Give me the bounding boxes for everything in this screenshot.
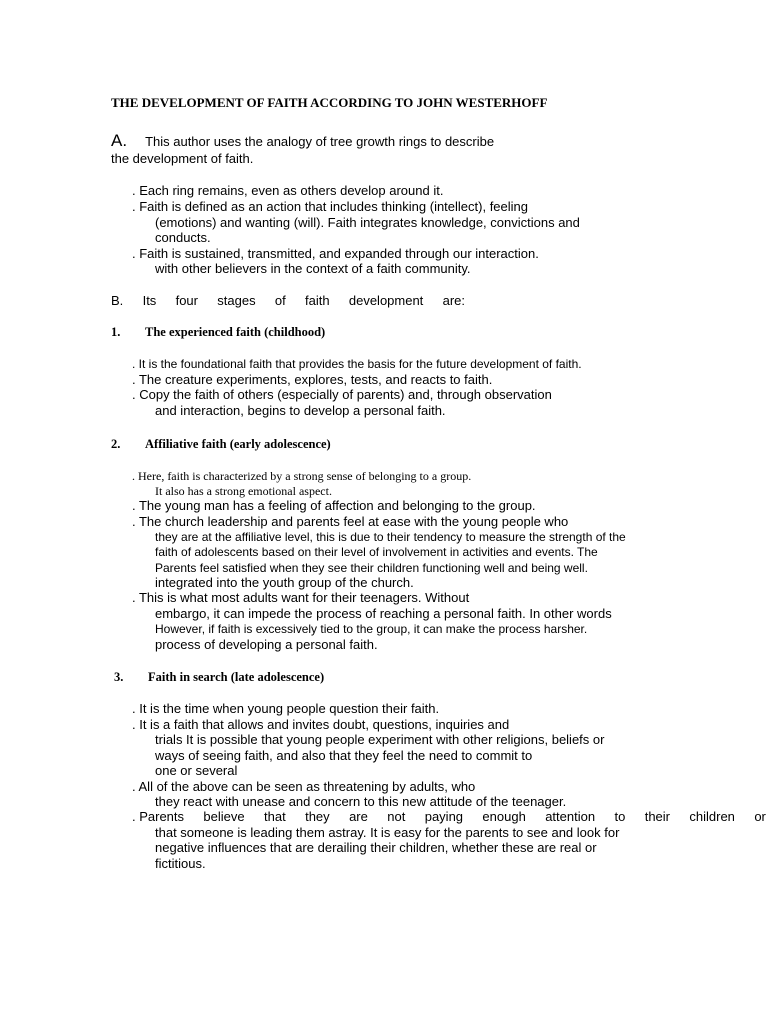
section-b-word: are: bbox=[442, 293, 465, 308]
section-a-intro-line bbox=[111, 133, 494, 150]
stage-3-line: . It is a faith that allows and invites doubt, questions, inquiries and bbox=[132, 717, 510, 732]
stage-3-justified-line bbox=[132, 809, 766, 825]
stage-1-line: . The creature experiments, explores, tests, and reacts to faith. bbox=[132, 372, 493, 387]
stage-1-line: . It is the foundational faith that provides the basis for the future development of faith. bbox=[132, 357, 582, 371]
stage-2-number: 2. bbox=[111, 437, 121, 451]
section-a-letter: A. bbox=[111, 131, 128, 150]
stage-3-word: not bbox=[387, 809, 406, 824]
stage-3-word: children bbox=[689, 809, 735, 824]
stage-2-line: . This is what most adults want for their teenagers. Without bbox=[132, 590, 470, 605]
section-a-bullet-3-cont: with other believers in the context of a faith community. bbox=[155, 261, 471, 276]
stage-1-heading: The experienced faith (childhood) bbox=[145, 325, 326, 339]
section-a-intro-cont: the development of faith. bbox=[111, 151, 254, 166]
stage-2-line: faith of adolescents based on their level of involvement in activities and events. The bbox=[155, 545, 598, 559]
stage-3-line: one or several bbox=[155, 763, 238, 778]
stage-2-line: However, if faith is excessively tied to the group, it can make the process harsher. bbox=[155, 622, 588, 636]
section-b-intro bbox=[111, 293, 465, 309]
section-a-bullet-3: . Faith is sustained, transmitted, and expanded through our interaction. bbox=[132, 246, 539, 261]
stage-3-word: that bbox=[264, 809, 286, 824]
stage-2-line: . The church leadership and parents feel at ease with the young people who bbox=[132, 514, 569, 529]
section-a-bullet-2-cont: (emotions) and wanting (will). Faith integrates knowledge, convictions and bbox=[155, 215, 580, 230]
stage-3-word: . Parents bbox=[132, 809, 185, 824]
section-b-word: stages bbox=[217, 293, 256, 308]
stage-3-line: . All of the above can be seen as threatening by adults, who bbox=[132, 779, 476, 794]
section-a-bullet-1: . Each ring remains, even as others develop around it. bbox=[132, 183, 444, 198]
stage-2-line: . The young man has a feeling of affection and belonging to the group. bbox=[132, 498, 536, 513]
document-title: THE DEVELOPMENT OF FAITH ACCORDING TO JOHN WESTERHOFF bbox=[111, 95, 548, 110]
stage-2-line: embargo, it can impede the process of reaching a personal faith. In other words bbox=[155, 606, 612, 621]
section-b-word: development bbox=[348, 293, 424, 308]
stage-2-line: . Here, faith is characterized by a strong sense of belonging to a group. bbox=[132, 469, 472, 483]
stage-3-word: to bbox=[614, 809, 626, 824]
stage-2-line: they are at the affiliative level, this is due to their tendency to measure the strength of the bbox=[155, 530, 626, 544]
stage-2-line: Parents feel satisfied when they see their children functioning well and being well. bbox=[155, 561, 588, 575]
stage-3-word: paying bbox=[424, 809, 464, 824]
stage-1-line: . Copy the faith of others (especially of parents) and, through observation bbox=[132, 387, 552, 402]
stage-2-line: integrated into the youth group of the church. bbox=[155, 575, 414, 590]
stage-3-word: are bbox=[349, 809, 368, 824]
stage-2-heading: Affiliative faith (early adolescence) bbox=[145, 437, 331, 451]
section-b-word: B. bbox=[111, 293, 124, 308]
stage-1-line: and interaction, begins to develop a personal faith. bbox=[155, 403, 446, 418]
stage-2-line: It also has a strong emotional aspect. bbox=[155, 484, 332, 498]
stage-2-line: process of developing a personal faith. bbox=[155, 637, 378, 652]
section-b-word: faith bbox=[305, 293, 330, 308]
stage-3-heading: Faith in search (late adolescence) bbox=[148, 670, 325, 684]
section-b-word: four bbox=[175, 293, 198, 308]
section-a-bullet-2: . Faith is defined as an action that includes thinking (intellect), feeling bbox=[132, 199, 529, 214]
stage-1-number: 1. bbox=[111, 325, 121, 339]
stage-3-line: ways of seeing faith, and also that they feel the need to commit to bbox=[155, 748, 533, 763]
stage-3-line: fictitious. bbox=[155, 856, 206, 871]
stage-3-word: they bbox=[305, 809, 330, 824]
section-b-word: Its bbox=[142, 293, 157, 308]
stage-3-word: attention bbox=[545, 809, 596, 824]
stage-3-line: . It is the time when young people question their faith. bbox=[132, 701, 440, 716]
section-a-intro-text: This author uses the analogy of tree growth rings to describe bbox=[145, 134, 495, 149]
stage-3-line: they react with unease and concern to this new attitude of the teenager. bbox=[155, 794, 567, 809]
stage-3-number: 3. bbox=[114, 670, 124, 684]
stage-3-line: negative influences that are derailing their children, whether these are real or bbox=[155, 840, 597, 855]
stage-3-word: or bbox=[754, 809, 766, 824]
section-a-bullet-2-cont: conducts. bbox=[155, 230, 211, 245]
stage-3-word: believe bbox=[203, 809, 245, 824]
stage-3-line: trials It is possible that young people experiment with other religions, beliefs or bbox=[155, 732, 605, 747]
stage-3-word: enough bbox=[482, 809, 526, 824]
stage-3-line: that someone is leading them astray. It is easy for the parents to see and look for bbox=[155, 825, 620, 840]
stage-3-word: their bbox=[644, 809, 670, 824]
section-b-word: of bbox=[274, 293, 286, 308]
